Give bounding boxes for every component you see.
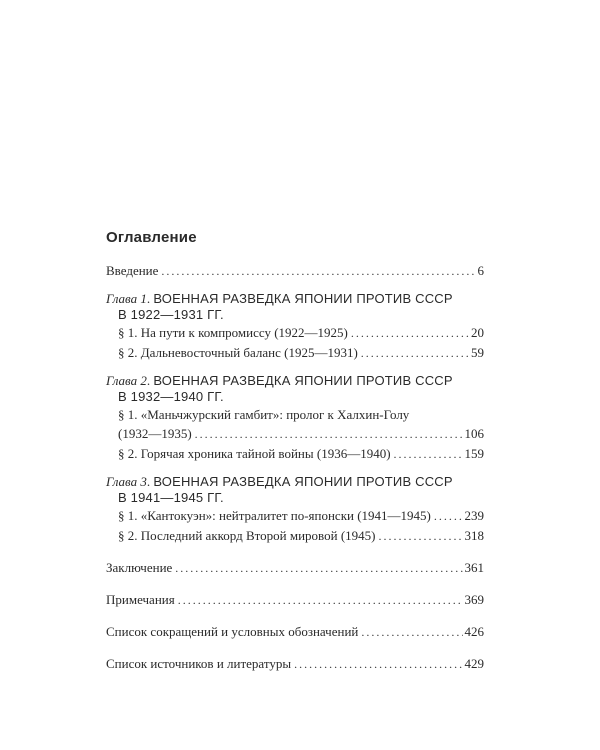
entry-page: 361 [464, 560, 484, 575]
dot-leader [361, 622, 462, 642]
entry-label: § 2. Дальневосточный баланс (1925—1931) [118, 345, 358, 360]
chapter-2-years: В 1932—1940 ГГ. [118, 389, 224, 404]
toc-entry-conclusion [106, 558, 484, 578]
dot-leader [178, 590, 463, 610]
dot-leader [161, 261, 475, 281]
entry-page: 106 [464, 426, 484, 441]
entry-label: (1932—1935) [118, 426, 192, 441]
toc-entry-ch2-s1-line1: § 1. «Маньчжурский гамбит»: пролог к Халхин-Голу [118, 407, 410, 422]
dot-leader [378, 526, 462, 546]
chapter-title: ВОЕННАЯ РАЗВЕДКА ЯПОНИИ ПРОТИВ СССР [153, 291, 453, 306]
toc-entry-ch3-s2 [106, 526, 484, 546]
entry-page: 318 [464, 528, 484, 543]
toc-entry-ch3-s1 [106, 506, 484, 526]
entry-label: Введение [106, 263, 159, 278]
dot-leader [351, 323, 469, 343]
entry-page: 239 [464, 508, 484, 523]
entry-page: 20 [471, 325, 484, 340]
entry-page: 59 [471, 345, 484, 360]
toc-entry-ch2-s1 [106, 424, 484, 444]
chapter-label-dot: . [146, 291, 154, 306]
entry-label: § 1. «Кантокуэн»: нейтралитет по-японски (1941—1945) [118, 508, 431, 523]
entry-label: Список сокращений и условных обозначений [106, 624, 359, 639]
entry-label: Заключение [106, 560, 173, 575]
dot-leader [195, 424, 463, 444]
chapter-title: ВОЕННАЯ РАЗВЕДКА ЯПОНИИ ПРОТИВ СССР [153, 474, 453, 489]
chapter-1-years: В 1922—1931 ГГ. [118, 307, 224, 322]
dot-leader [294, 654, 462, 674]
toc-entry-notes [106, 590, 484, 610]
toc-entry-ch1-s1 [106, 323, 484, 343]
chapter-3-heading [106, 474, 484, 490]
entry-label: Список источников и литературы [106, 656, 292, 671]
entry-page: 159 [464, 446, 484, 461]
toc-entry-ch2-s2 [106, 444, 484, 464]
table-of-contents [106, 228, 484, 674]
toc-entry-intro [106, 261, 484, 281]
chapter-label-dot: . [146, 474, 154, 489]
entry-page: 369 [464, 592, 484, 607]
entry-label: § 1. На пути к компромиссу (1922—1925) [118, 325, 348, 340]
chapter-label: Глава 2 [106, 373, 147, 388]
entry-label: Примечания [106, 592, 175, 607]
entry-label: § 2. Последний аккорд Второй мировой (1945) [118, 528, 376, 543]
toc-heading: Оглавление [106, 229, 197, 246]
dot-leader [434, 506, 463, 526]
chapter-label: Глава 3 [106, 474, 147, 489]
dot-leader [361, 343, 469, 363]
chapter-label-dot: . [146, 373, 154, 388]
dot-leader [394, 444, 463, 464]
chapter-1-heading [106, 291, 484, 307]
toc-entry-bibliography [106, 654, 484, 674]
toc-entry-abbreviations [106, 622, 484, 642]
chapter-3-years: В 1941—1945 ГГ. [118, 490, 224, 505]
chapter-title: ВОЕННАЯ РАЗВЕДКА ЯПОНИИ ПРОТИВ СССР [153, 373, 453, 388]
entry-label: § 2. Горячая хроника тайной войны (1936—1940) [118, 446, 391, 461]
toc-entry-ch1-s2 [106, 343, 484, 363]
entry-page: 6 [477, 263, 484, 278]
entry-page: 429 [464, 656, 484, 671]
dot-leader [175, 558, 462, 578]
entry-page: 426 [464, 624, 484, 639]
chapter-2-heading [106, 373, 484, 389]
chapter-label: Глава 1 [106, 291, 147, 306]
